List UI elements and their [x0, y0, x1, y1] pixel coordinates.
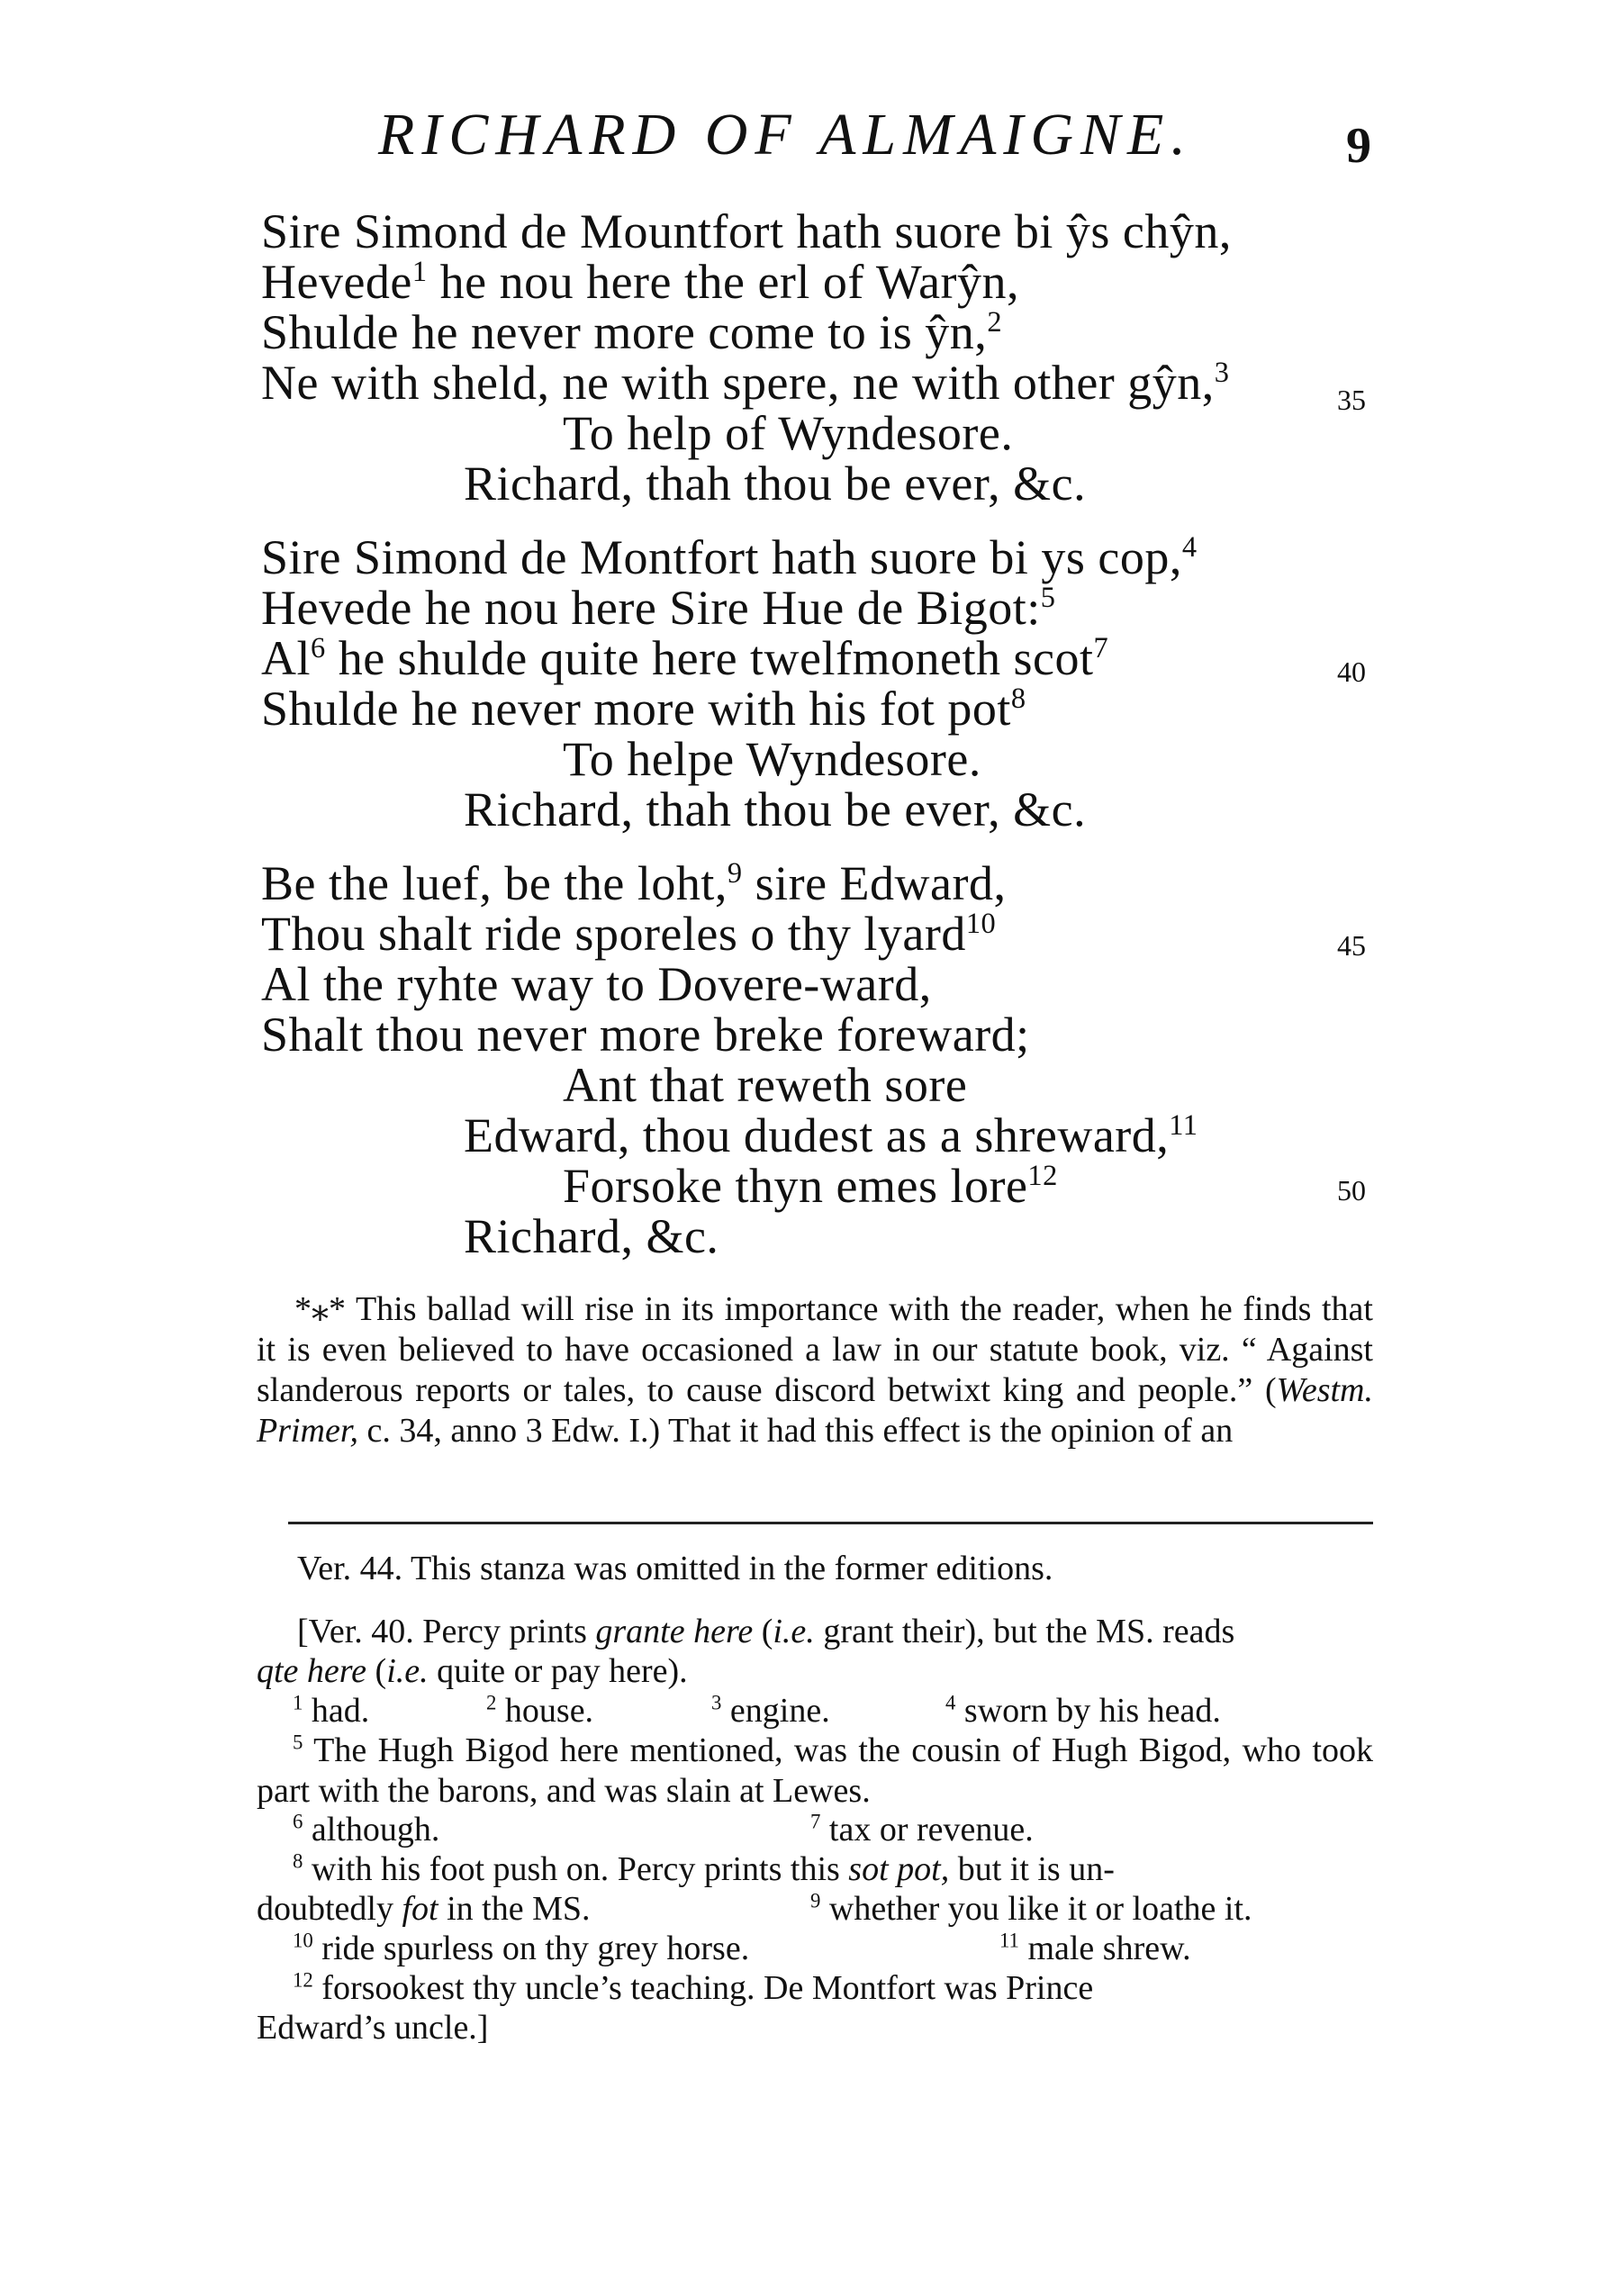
footnote-text: Ver. 44. This stanza was omitted in the former editions. [297, 1550, 1053, 1587]
verse-text: To help of Wyndesore. [563, 406, 1014, 460]
running-header: RICHARD OF ALMAIGNE. [378, 102, 1193, 167]
verse-line [464, 457, 1086, 510]
verse-text: Ne with sheld, ne with spere, ne with other gŷn, [261, 356, 1215, 410]
verse-text: To helpe Wyndesore. [563, 732, 981, 786]
note-citation: Westm. Primer, [257, 1371, 1373, 1450]
verse-text: Shulde he never more come to is ŷn, [261, 305, 988, 359]
footnote-ref: 5 [1040, 582, 1056, 614]
footnote: $^{11}$ male shrew. [999, 1929, 1191, 1967]
verse-text: Shulde he never more with his fot pot [261, 682, 1011, 736]
footnote-ref: 6 [311, 632, 326, 664]
footnote: $^5$ The Hugh Bigod here mentioned, was the cousin of Hugh Bigod, who took part with the barons, and was slain at Lewes. [257, 1731, 1373, 1810]
verse-text: Hevede [261, 255, 412, 309]
verse-line [563, 407, 1013, 459]
footnote-ref: 1 [411, 256, 428, 288]
verse-line [563, 1059, 967, 1111]
verse-text: Richard, thah thou be ever, &c. [464, 782, 1087, 836]
verse-line [464, 783, 1086, 836]
footnote: $^{10}$ ride spurless on thy grey horse. [293, 1929, 750, 1967]
verse-text: Sire Simond de Montfort hath suore bi ys cop, [261, 530, 1182, 584]
footnote: $^8$ with his foot push on. Percy prints this sot pot, but it is un- [293, 1849, 1115, 1888]
verse-text: sire Edward, [742, 856, 1007, 910]
footnote-ref: 12 [1027, 1160, 1058, 1192]
footnote: $^2$ house. [486, 1691, 594, 1730]
verse-text: Forsoke thyn emes lore [563, 1159, 1028, 1213]
verse-line [261, 857, 1006, 909]
verse-line [261, 256, 1019, 308]
verse-line [261, 531, 1198, 583]
verse-line [261, 958, 932, 1010]
footnote: $^9$ whether you like it or loathe it. [810, 1889, 1252, 1928]
footnote-ref: 10 [965, 908, 997, 940]
footnote: $^1$ had. [293, 1691, 370, 1730]
footnote: $^4$ sworn by his head. [945, 1691, 1221, 1730]
footnote: $^6$ although. [293, 1810, 440, 1849]
verse-text: Ant that reweth sore [563, 1058, 968, 1112]
verse-line [261, 205, 1232, 258]
footnote: qte here (i.e. quite or pay here). [257, 1652, 688, 1690]
verse-text: Richard, thah thou be ever, &c. [464, 456, 1087, 511]
verse-line [261, 1008, 1030, 1061]
verse-line [464, 1109, 1198, 1162]
verse-line [563, 1160, 1058, 1212]
verse-text: Al [261, 631, 311, 685]
verse-line [261, 682, 1026, 735]
footnote: [Ver. 40. Percy prints grante here (i.e. grant their), but the MS. reads [297, 1613, 1235, 1650]
footnote: $^7$ tax or revenue. [810, 1810, 1034, 1849]
verse-text: Al the ryhte way to Dovere-ward, [261, 957, 932, 1011]
footnote: doubtedly fot in the MS. [257, 1890, 591, 1928]
verse-text: Be the luef, be the loht, [261, 856, 728, 910]
footnote-ref: 8 [1010, 682, 1026, 715]
page-number: 9 [1346, 118, 1371, 174]
editorial-note [257, 1289, 1373, 1451]
footnote [297, 1549, 1053, 1588]
footnote-ref: 7 [1093, 632, 1109, 664]
verse-line [261, 306, 1002, 358]
footnote: $^3$ engine. [711, 1691, 830, 1730]
verse-line [563, 733, 981, 785]
footnote-ref: 9 [727, 857, 743, 890]
verse-line [261, 582, 1055, 634]
verse-text: Sire Simond de Mountfort hath suore bi ŷs chŷn, [261, 204, 1232, 258]
footnote-divider [288, 1522, 1373, 1524]
note-text: This ballad will rise in its importance with the reader, when he finds that it is even believed to have occasioned a law in our statute book, viz. “ Against slanderous reports or tales, to cause discord betwixt king and people.” ( [257, 1290, 1373, 1409]
line-number: 40 [1337, 655, 1366, 688]
footnote: Edward’s uncle.] [257, 2009, 489, 2047]
verse-text: Shalt thou never more breke foreward; [261, 1008, 1030, 1062]
verse-text: Thou shalt ride sporeles o thy lyard [261, 907, 966, 961]
note-text: c. 34, anno 3 Edw. I.) That it had this effect is the opinion of an [357, 1412, 1234, 1450]
line-number: 35 [1337, 384, 1366, 416]
line-number: 45 [1337, 929, 1366, 962]
verse-text: Richard, &c. [464, 1209, 719, 1263]
verse-line [261, 357, 1229, 409]
verse-line [261, 908, 996, 960]
footnote-ref: 4 [1181, 531, 1198, 564]
verse-text: Edward, thou dudest as a shreward, [464, 1108, 1170, 1162]
verse-line [261, 632, 1108, 684]
footnote-ref: 11 [1169, 1109, 1198, 1142]
verse-text: he shulde quite here twelfmoneth scot [325, 631, 1094, 685]
verse-text: Hevede he nou here Sire Hue de Bigot: [261, 581, 1041, 635]
line-number: 50 [1337, 1174, 1366, 1207]
footnote-ref: 3 [1214, 357, 1230, 389]
verse-text: he nou here the erl of Warŷn, [427, 255, 1020, 309]
footnote: $^{12}$ forsookest thy uncle’s teaching. De Montfort was Prince [293, 1968, 1094, 2007]
asterism: *⁎* [294, 1290, 346, 1328]
verse-line [464, 1210, 719, 1262]
footnote-ref: 2 [987, 306, 1003, 339]
